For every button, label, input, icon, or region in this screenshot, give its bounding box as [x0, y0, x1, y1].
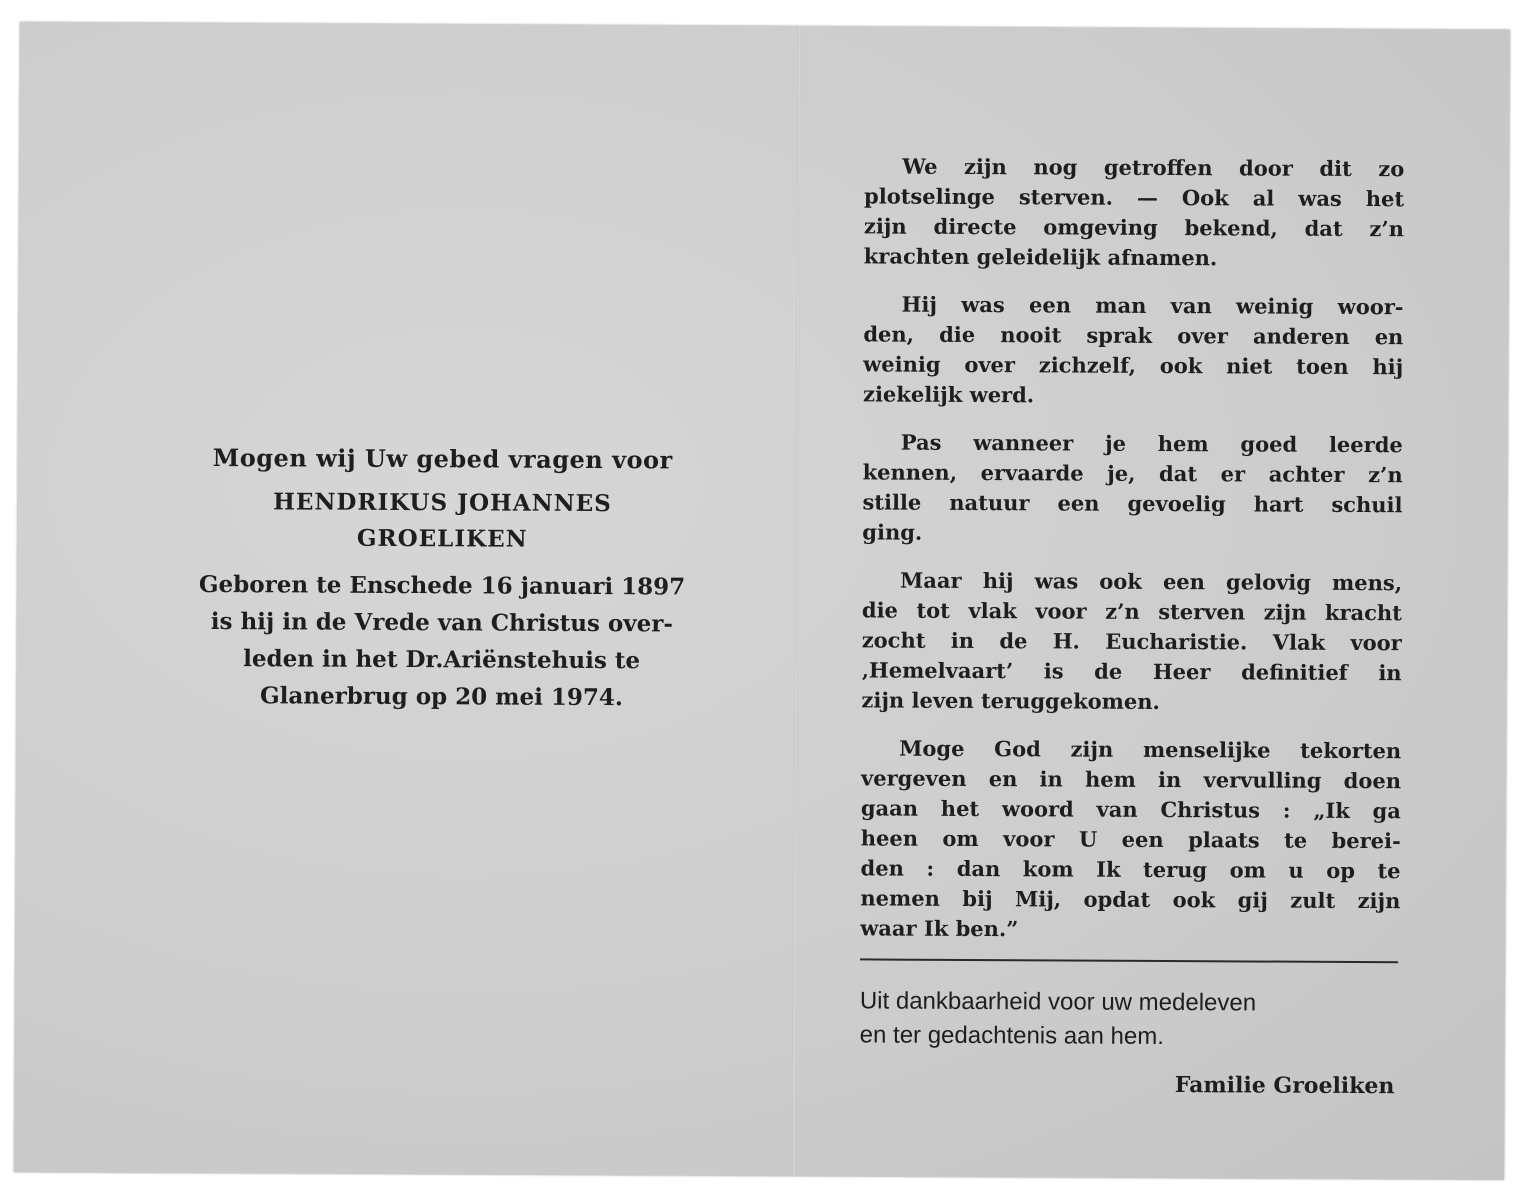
- deceased-name-line2: GROELIKEN: [356, 524, 528, 553]
- paragraph-line: Hij was een man van weinig woor-: [901, 291, 1404, 320]
- family-signature: Familie Groeliken: [1174, 1072, 1395, 1100]
- paragraph-line: die tot vlak voor z’n sterven zijn kracht: [861, 597, 1402, 626]
- paragraph-line: gaan het woord van Christus : „Ik ga: [860, 795, 1401, 824]
- deceased-name: [172, 484, 712, 559]
- paragraph-line: den, die nooit sprak over anderen en: [863, 321, 1404, 350]
- paragraph-line: zijn leven teruggekomen.: [861, 687, 1160, 714]
- paragraph-line: Moge God zijn menselijke tekorten: [899, 735, 1402, 764]
- paragraph: [863, 289, 1404, 412]
- paragraph: [861, 565, 1402, 718]
- paragraph-line: waar Ik ben.”: [860, 915, 1019, 942]
- paragraph-line: zijn directe omgeving bekend, dat z’n: [863, 213, 1405, 242]
- prayer-request: Mogen wij Uw gebed vragen voor: [212, 443, 673, 475]
- thanks-note: [860, 984, 1400, 1055]
- paragraph-line: ging.: [862, 519, 923, 545]
- paragraph-line: stille natuur een gevoelig hart schuil: [862, 489, 1403, 518]
- bio-line: is hij in de Vrede van Christus over-: [210, 608, 673, 638]
- paragraph: [864, 151, 1405, 274]
- memorial-card: [14, 22, 1510, 1180]
- thanks-line: Uit dankbaarheid voor uw medeleven: [859, 987, 1257, 1017]
- paragraph: [862, 427, 1403, 550]
- paragraph-line: heen om voor U een plaats te berei-: [860, 825, 1401, 854]
- left-panel: [171, 443, 712, 717]
- paragraph-line: Pas wanneer je hem goed leerde: [900, 429, 1403, 458]
- paragraph-line: krachten geleidelijk afnamen.: [863, 243, 1218, 271]
- biography: [171, 566, 712, 717]
- card-fold: [792, 26, 801, 1176]
- paragraph-line: zocht in de H. Eucharistie. Vlak voor: [861, 627, 1402, 656]
- thanks-line: en ter gedachtenis aan hem.: [859, 1021, 1164, 1051]
- paragraph-line: kennen, ervaarde je, dat er achter z’n: [862, 459, 1403, 488]
- paragraph-line: den : dan kom Ik terug om u op te: [860, 855, 1401, 884]
- paragraph-line: plotselinge sterven. — Ook al was het: [864, 183, 1405, 212]
- paragraph-line: Maar hij was ook een gelovig mens,: [900, 567, 1403, 596]
- paragraph-line: ‚Hemelvaart’ is de Heer definitief in: [861, 657, 1402, 686]
- deceased-name-line1: HENDRIKUS JOHANNES: [273, 488, 612, 518]
- right-panel: [860, 151, 1404, 964]
- paragraph-line: We zijn nog getroffen door dit zo: [902, 153, 1405, 182]
- paragraph: [860, 733, 1401, 946]
- paragraph-line: vergeven en in hem in vervulling doen: [860, 765, 1402, 794]
- paragraph-line: weinig over zichzelf, ook niet toen hij: [863, 351, 1404, 380]
- paragraph-line: ziekelijk werd.: [862, 381, 1035, 408]
- bio-line: leden in het Dr.Ariënstehuis te: [243, 645, 641, 675]
- bio-line: Glanerbrug op 20 mei 1974.: [259, 682, 624, 712]
- paragraph-line: nemen bij Mij, opdat ook gij zult zijn: [860, 885, 1401, 914]
- bio-line: Geboren te Enschede 16 januari 1897: [198, 570, 686, 601]
